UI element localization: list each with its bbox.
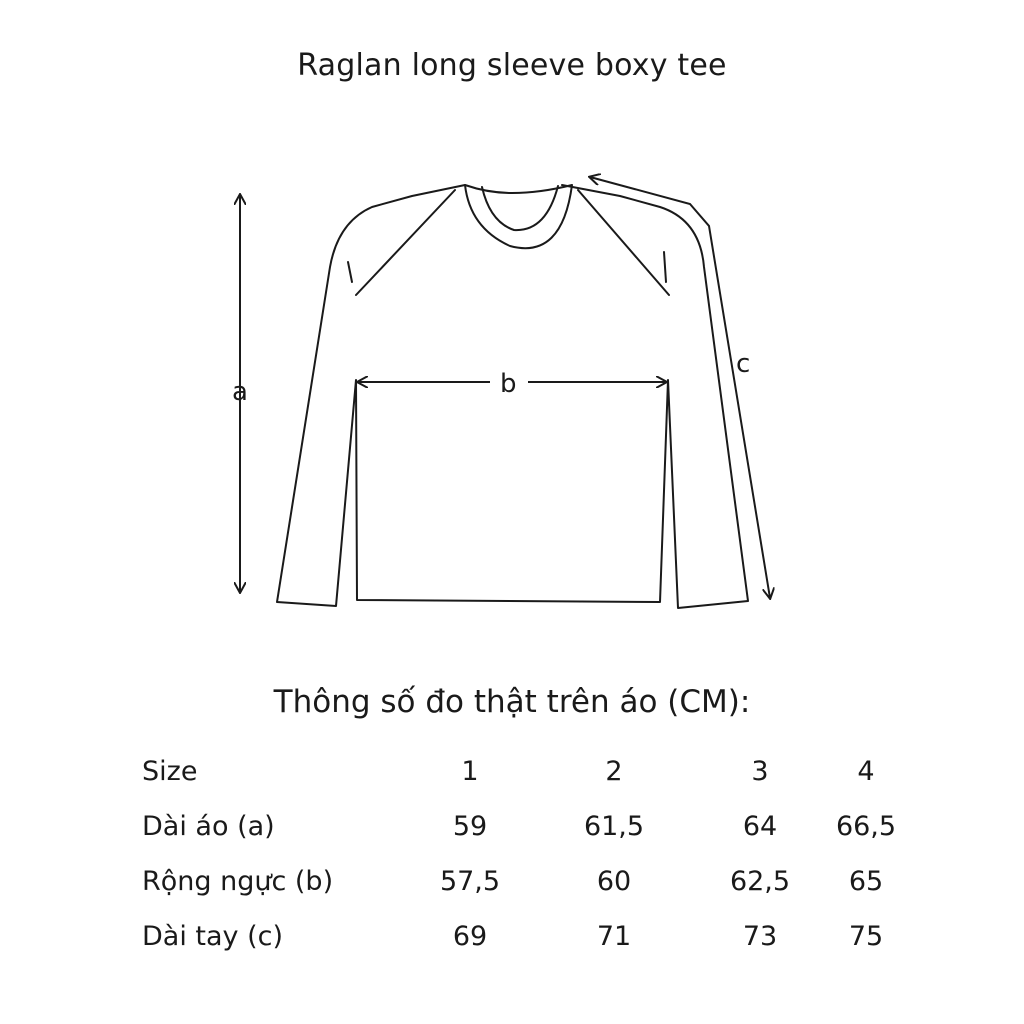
row-label: Rộng ngực (b) [142,866,334,897]
label-b: b [500,369,517,399]
table-cell: 69 [452,921,488,952]
table-cell: 71 [596,921,632,952]
table-row [0,866,1024,906]
header-label: Size [142,756,198,787]
size-4: 4 [857,756,875,787]
raglan-seam-left [356,190,455,295]
table-cell: 73 [742,921,778,952]
table-cell: 62,5 [729,866,791,897]
table-row [0,811,1024,851]
table-cell: 61,5 [583,811,645,842]
table-cell: 59 [452,811,488,842]
size-2: 2 [605,756,623,787]
table-header-row [0,756,1024,796]
label-a: a [232,377,248,407]
table-cell: 65 [848,866,884,897]
table-cell: 75 [848,921,884,952]
row-label: Dài áo (a) [142,811,275,842]
page-title: Raglan long sleeve boxy tee [297,48,727,83]
sleeve-seam-right [664,252,666,282]
arrow-c [590,177,770,598]
table-cell: 64 [742,811,778,842]
row-label: Dài tay (c) [142,921,284,952]
size-3: 3 [751,756,769,787]
sleeve-seam-left [348,262,352,282]
label-c: c [736,349,751,379]
table-row [0,921,1024,961]
measurement-table-title: Thông số đo thật trên áo (CM): [273,684,751,720]
table-cell: 60 [596,866,632,897]
size-1: 1 [461,756,479,787]
table-cell: 57,5 [439,866,501,897]
table-cell: 66,5 [835,811,897,842]
